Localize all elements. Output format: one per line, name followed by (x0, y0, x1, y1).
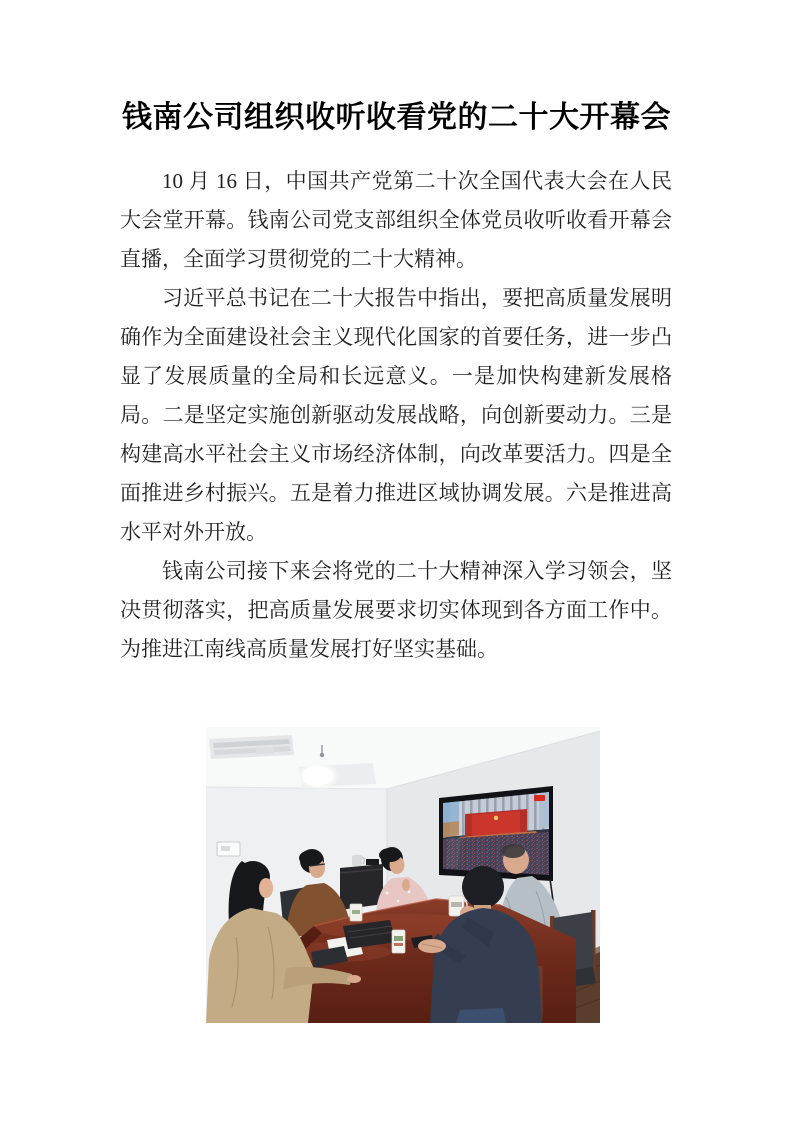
tv-broadcast (443, 792, 549, 875)
document-title: 钱南公司组织收听收看党的二十大开幕会 (122, 101, 671, 134)
paragraph: 10 月 16 日，中国共产党第二十次全国代表大会在人民大会堂开幕。钱南公司党支部组织全体党员收听收看开幕会直播，全面学习贯彻党的二十大精神。 (120, 169, 672, 271)
paragraph: 钱南公司接下来会将党的二十大精神深入学习领会，坚决贯彻落实，把高质量发展要求切实体现到各方面工作中。为推进江南线高质量发展打好坚实基础。 (120, 559, 672, 661)
water-cup-left (350, 904, 362, 921)
body-text (120, 162, 672, 669)
paper-cup-center (392, 930, 405, 953)
ceiling-vent (209, 735, 294, 759)
tv-screen (443, 792, 549, 875)
tv-logo (534, 795, 545, 801)
paragraph: 习近平总书记在二十大报告中指出，要把高质量发展明确作为全面建设社会主义现代化国家的首要任务，进一步凸显了发展质量的全局和长远意义。一是加快构建新发展格局。二是坚定实施创新驱动发展战略，向创新要动力。三是构建高水平社会主义市场经济体制，向改革要活力。四是全面推进乡村振兴。五是着力推进区域协调发展。六是推进高水平对外开放。 (120, 286, 672, 544)
meeting-photo (206, 727, 600, 1023)
wall-thermostat (217, 842, 240, 856)
